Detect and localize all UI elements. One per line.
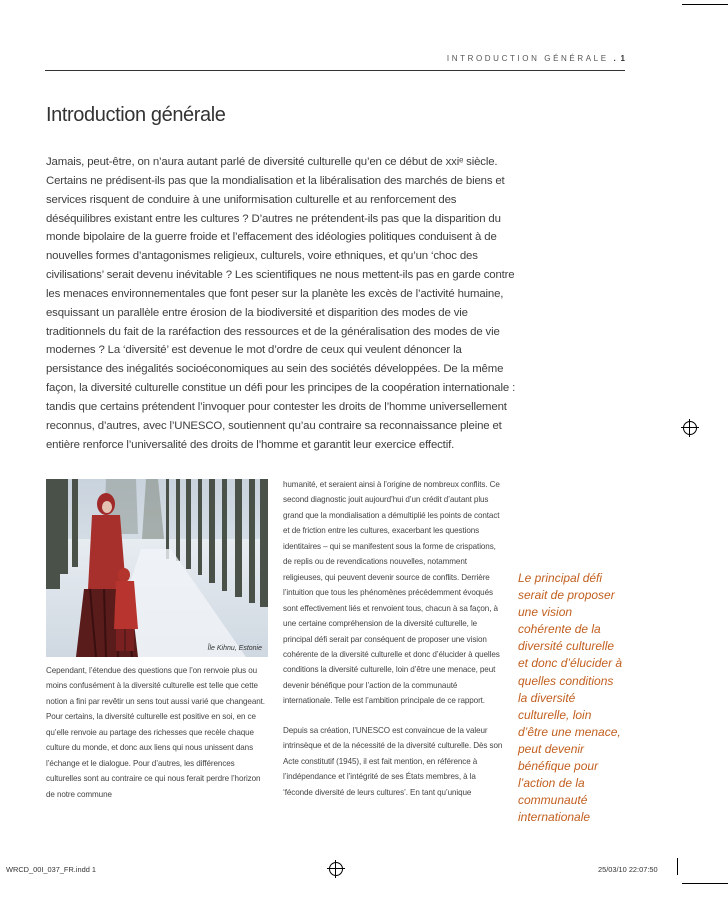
slug-datetime: 25/03/10 22:07:50 bbox=[598, 865, 658, 874]
right-column bbox=[283, 477, 505, 814]
slug-filename: WRCD_00I_037_FR.indd 1 bbox=[6, 865, 96, 874]
header-section-label: INTRODUCTION GÉNÉRALE bbox=[446, 54, 609, 63]
photo-caption: Île Kihnu, Estonie bbox=[207, 645, 262, 652]
pull-quote: Le principal défi serait de proposer une vision cohérente de la diversité culturelle et donc d’élucider à quelles conditions la diversité culturelle, loin d’être une menace, peut devenir bénéfique pour l’action de la communauté internationale bbox=[518, 571, 623, 825]
registration-mark-icon bbox=[329, 862, 343, 876]
crop-mark-bottom bbox=[682, 883, 728, 884]
left-column bbox=[46, 663, 268, 816]
header-section bbox=[447, 54, 625, 63]
header-separator: . bbox=[613, 54, 616, 63]
intro-text bbox=[46, 153, 516, 455]
registration-mark-icon bbox=[683, 421, 697, 435]
running-header bbox=[45, 48, 625, 71]
crop-mark-top bbox=[682, 4, 728, 5]
snow-forest-image bbox=[46, 479, 268, 657]
page-title: Introduction générale bbox=[46, 104, 226, 126]
right-column-paragraph-1: humanité, et seraient ainsi à l’origine de nombreux conflits. Ce second diagnostic jouit aujourd’hui d’un crédit d’autant plus grand que la mondialisation a démultiplié les points de contact et de friction entre les cultures, exacerbant les questions identitaires – qui se manifestent sous la forme de crispations, de replis ou de revendications nouvelles, notamment religieuses, qui peuvent devenir source de conflits. Derrière l’intuition que tous les phénomènes précédemment évoqués sont effectivement liés et renvoient tous, chacun à sa façon, à une certaine compréhension de la diversité culturelle, le principal défi serait par conséquent de proposer une vision cohérente de la diversité culturelle et donc d’élucider à quelles conditions la diversité culturelle, loin d’être une menace, peut devenir bénéfique pour l’action de la communauté internationale. Telle est l’ambition principale de ce rapport. bbox=[283, 480, 500, 706]
crop-mark-vertical bbox=[677, 858, 678, 875]
intro-paragraph: Jamais, peut-être, on n’aura autant parlé de diversité culturelle qu’en ce début de xxiᵉ siècle. Certains ne prédisent-ils pas que la mondialisation et la libéralisation des marchés de biens et services risquent de conduire à une uniformisation culturelle et au renforcement des déséquilibres existant entre les cultures ? D’autres ne prétendent-ils pas que la disparition du monde bipolaire de la guerre froide et l’effacement des idéologies politiques conduisent à de nouvelles formes d’antagonismes religieux, culturels, voire ethniques, et qu’un ‘choc des civilisations’ serait devenu inévitable ? Les scientifiques ne nous mettent-ils pas en garde contre les menaces environnementales que font peser sur la planète les excès de l’activité humaine, esquissant un parallèle entre érosion de la biodiversité et disparition des modes de vie traditionnels du fait de la raréfaction des ressources et de la généralisation des modes de vie modernes ? La ‘diversité’ est devenue le mot d’ordre de ceux qui veulent dénoncer la persistance des inégalités socioéconomiques au sein des sociétés développées. De la même façon, la diversité culturelle constitue un défi pour les principes de la coopération internationale : tandis que certains prétendent l’invoquer pour contester les droits de l’homme universellement reconnus, d’autres, avec l’UNESCO, soutiennent qu’au contraire sa reconnaissance pleine et entière renforce l’universalité des droits de l’homme et garantit leur exercice effectif. bbox=[46, 156, 516, 451]
right-column-paragraph-2: Depuis sa création, l’UNESCO est convaincue de la valeur intrinsèque et de la nécessité de la diversité culturelle. Dès son Acte constitutif (1945), il est fait mention, en référence à l’indépendance et l’intégrité de ses États membres, à la ‘féconde diversité de leurs cultures’. En tant qu’unique bbox=[283, 725, 503, 797]
page-number: 1 bbox=[620, 54, 625, 63]
left-column-paragraph: Cependant, l’étendue des questions que l’on renvoie plus ou moins confusément à la diversité culturelle est telle que cette notion a fini par revêtir un sens tout aussi varié que changeant. Pour certains, la diversité culturelle est positive en soi, en ce qu’elle renvoie au partage des richesses que recèle chaque culture du monde, et donc aux liens qui nous unissent dans l’échange et le dialogue. Pour d’autres, les différences culturelles sont au contraire ce qui nous ferait perdre l’horizon de notre commune bbox=[46, 666, 265, 799]
photo-kihnu bbox=[46, 479, 268, 657]
